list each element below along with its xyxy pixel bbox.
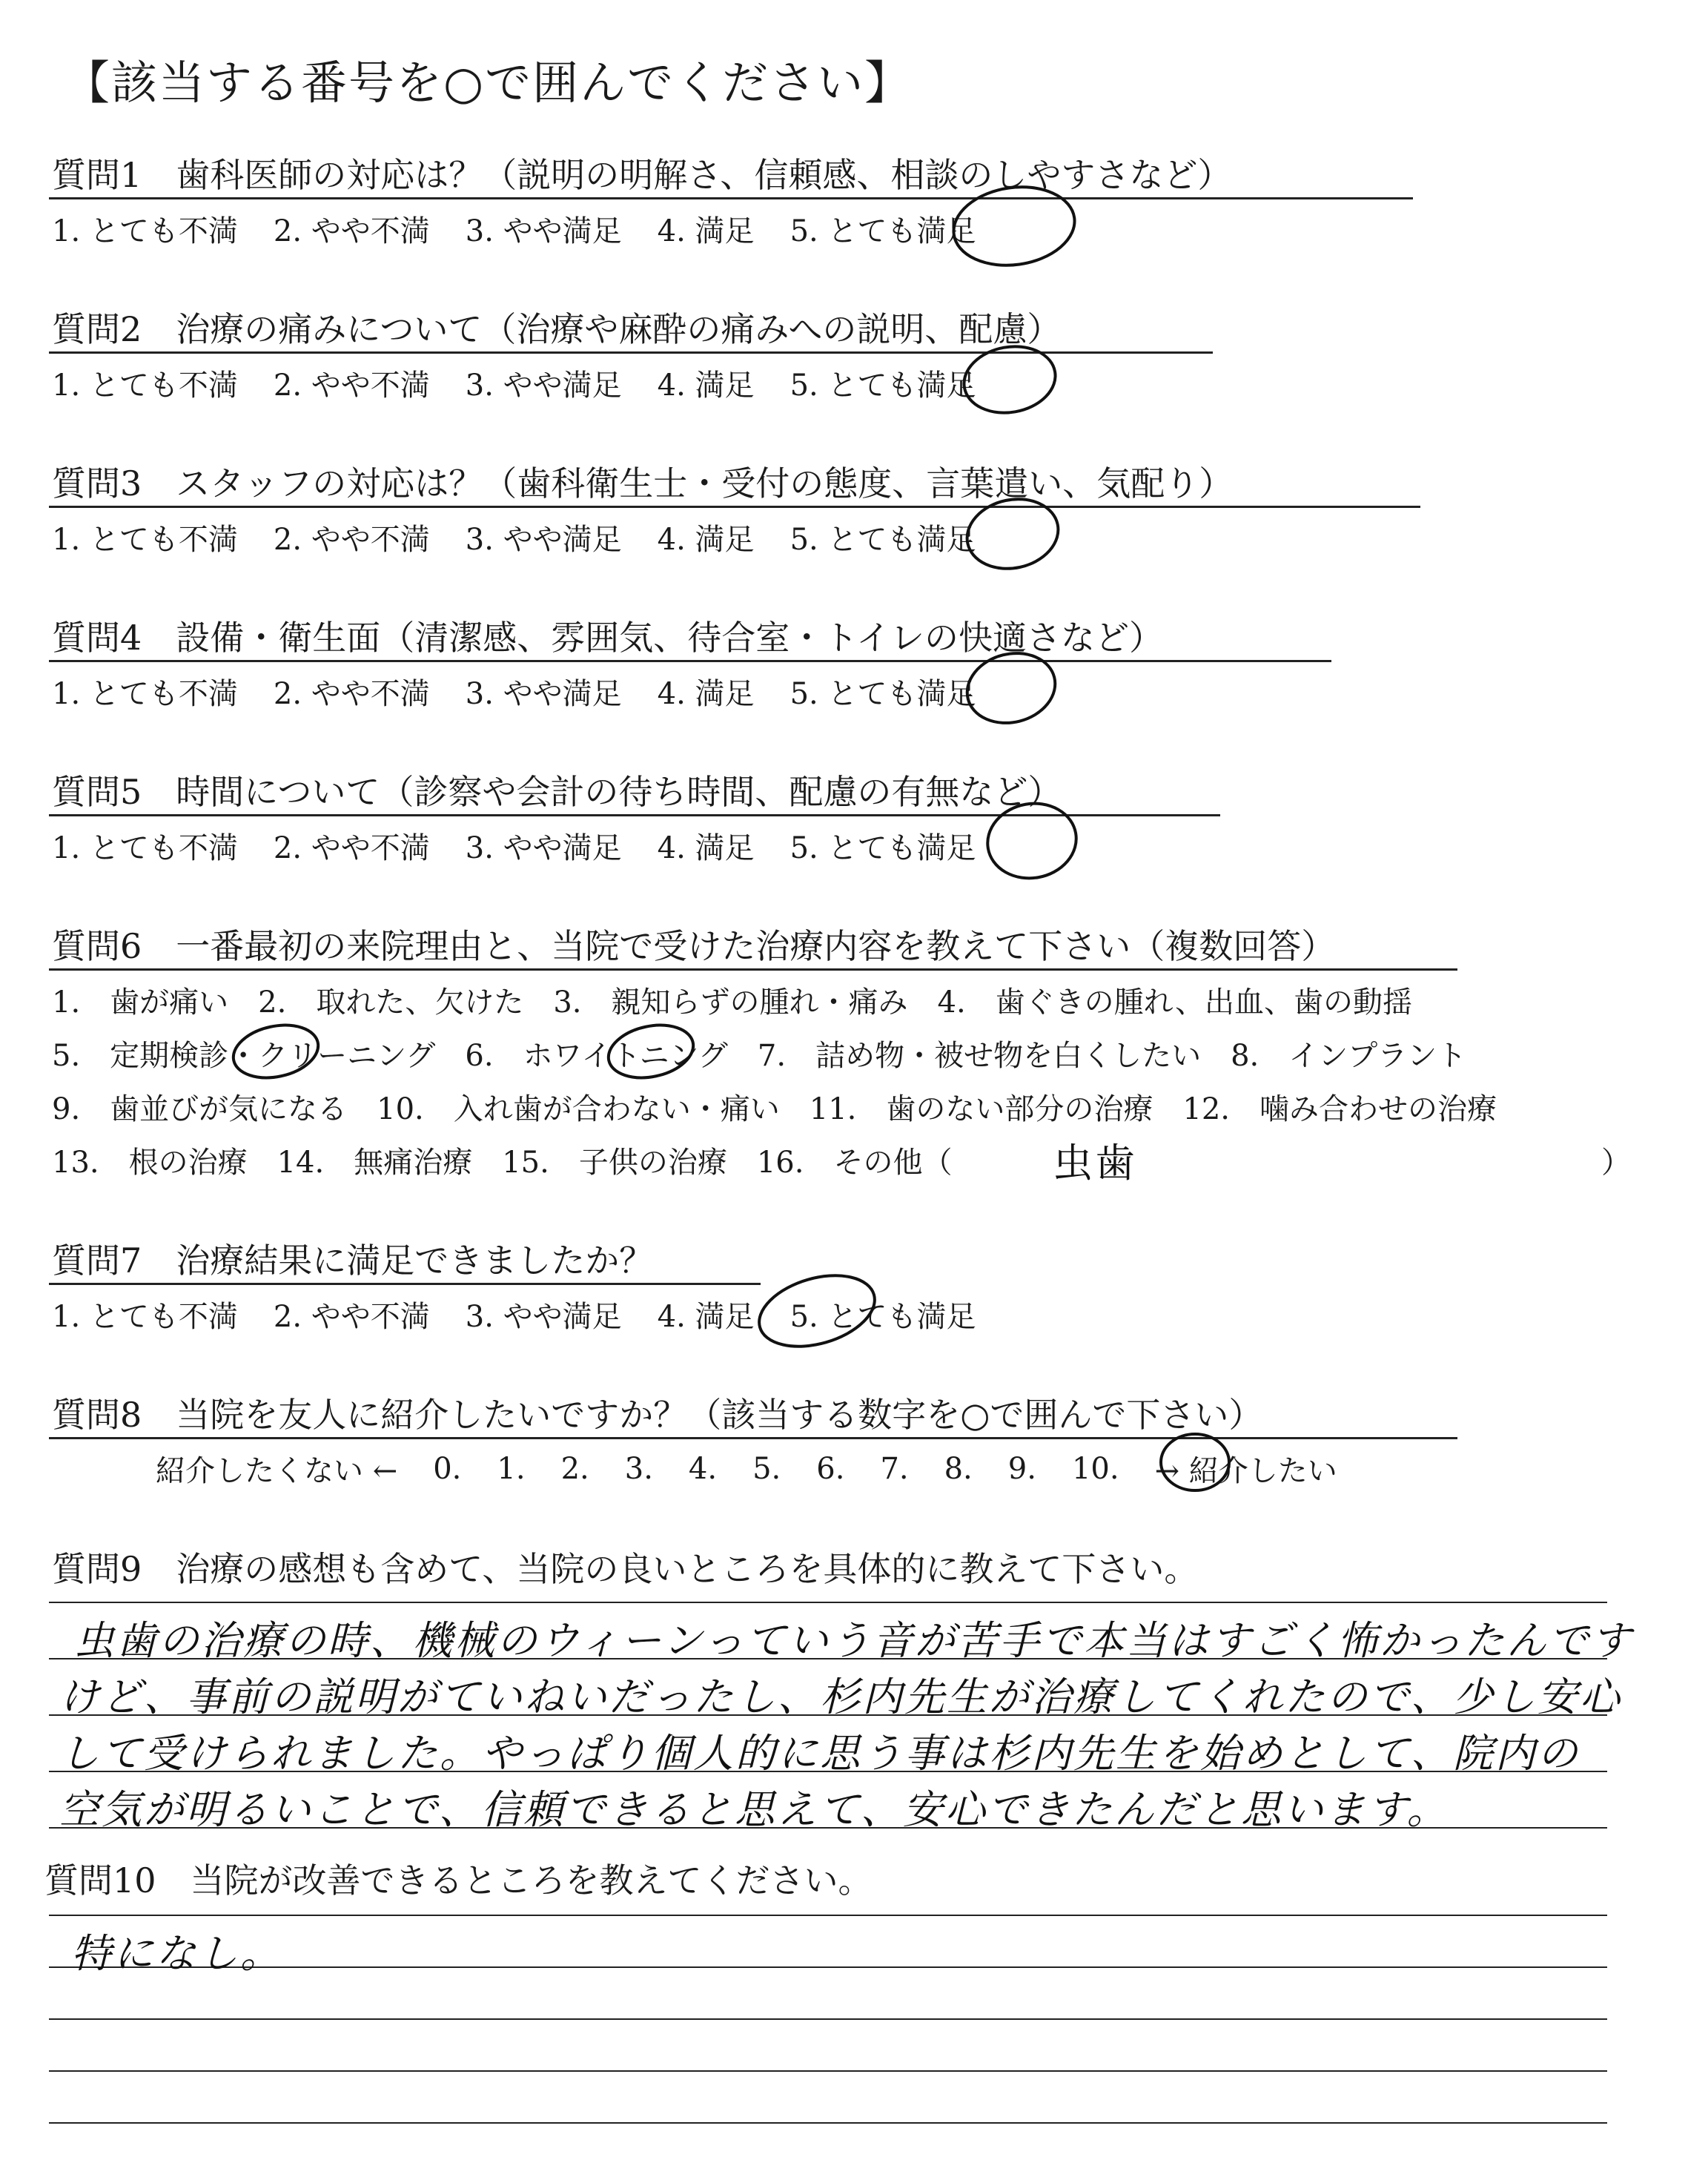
selection-mark: [751, 1264, 883, 1359]
scale-number-2[interactable]: 2.: [560, 1451, 589, 1486]
question-6-row-4[interactable]: 13. 根の治療 14. 無痛治療 15. 子供の治療 16. その他（: [52, 1146, 953, 1180]
option-5[interactable]: 5. とても満足: [790, 523, 976, 557]
option-1[interactable]: 1. とても不満: [52, 523, 238, 557]
option-1[interactable]: 1. とても不満: [52, 369, 238, 403]
option-5[interactable]: 5. とても満足: [790, 369, 976, 403]
option-5[interactable]: 5. とても満足: [790, 1300, 976, 1334]
selection-mark: [960, 644, 1063, 732]
option-1[interactable]: 1. とても不満: [52, 214, 238, 248]
selection-mark: [959, 340, 1060, 420]
option-2[interactable]: 2. やや不満: [273, 677, 430, 711]
question-6-row-4-close: ）: [1601, 1146, 1631, 1180]
question-7-title: 質問7 治療結果に満足できましたか？: [52, 1241, 654, 1281]
selection-mark: [982, 796, 1082, 885]
scale-left-label: 紹介したくない ←: [156, 1454, 398, 1488]
option-1[interactable]: 1. とても不満: [52, 677, 238, 711]
question-4-title: 質問4 設備・衛生面（清潔感、雰囲気、待合室・トイレの快適さなど）: [52, 618, 1163, 658]
selection-mark: [603, 1018, 698, 1086]
option-1[interactable]: 1. とても不満: [52, 1300, 238, 1334]
selection-mark: [228, 1018, 323, 1086]
option-2[interactable]: 2. やや不満: [273, 1300, 430, 1334]
scale-number-1[interactable]: 1.: [497, 1451, 526, 1486]
scale-number-9[interactable]: 9.: [1007, 1451, 1036, 1486]
question-9-title: 質問9 治療の感想も含めて、当院の良いところを具体的に教えて下さい。: [52, 1549, 1199, 1589]
question-6-row-3[interactable]: 9. 歯並びが気になる 10. 入れ歯が合わない・痛い 11. 歯のない部分の治療 12. 噛み合わせの治療: [52, 1092, 1497, 1126]
scale-number-5[interactable]: 5.: [752, 1451, 781, 1486]
scale-number-7[interactable]: 7.: [880, 1451, 909, 1486]
option-4[interactable]: 4. 満足: [657, 369, 755, 403]
option-2[interactable]: 2. やや不満: [273, 523, 430, 557]
option-4[interactable]: 4. 満足: [657, 677, 755, 711]
option-3[interactable]: 3. やや満足: [465, 831, 622, 865]
question-9-answer-line[interactable]: 虫歯の治療の時、機械のウィーンっていう音が苦手で本当はすごく怖かったんです: [74, 1617, 1634, 1664]
option-4[interactable]: 4. 満足: [657, 831, 755, 865]
question-3-title: 質問3 スタッフの対応は？（歯科衛生士・受付の態度、言葉遣い、気配り）: [52, 463, 1234, 503]
selection-mark: [1161, 1434, 1229, 1490]
option-3[interactable]: 3. やや満足: [465, 214, 622, 248]
question-6-title: 質問6 一番最初の来院理由と、当院で受けた治療内容を教えて下さい（複数回答）: [52, 926, 1336, 966]
option-1[interactable]: 1. とても不満: [52, 831, 238, 865]
option-5[interactable]: 5. とても満足: [790, 677, 976, 711]
option-4[interactable]: 4. 満足: [657, 214, 755, 248]
option-2[interactable]: 2. やや不満: [273, 831, 430, 865]
scale-number-4[interactable]: 4.: [688, 1451, 718, 1486]
scale-number-10[interactable]: 10.: [1071, 1451, 1119, 1486]
question-5-title: 質問5 時間について（診察や会計の待ち時間、配慮の有無など）: [52, 772, 1062, 812]
scale-number-8[interactable]: 8.: [944, 1451, 973, 1486]
scale-right-label: → 紹介したい: [1154, 1454, 1337, 1488]
option-5[interactable]: 5. とても満足: [790, 831, 976, 865]
question-10-title: 質問10 当院が改善できるところを教えてください。: [44, 1860, 873, 1900]
option-3[interactable]: 3. やや満足: [465, 369, 622, 403]
scale-number-6[interactable]: 6.: [816, 1451, 845, 1486]
question-2-title: 質問2 治療の痛みについて（治療や麻酔の痛みへの説明、配慮）: [52, 309, 1062, 349]
question-9-answer-line[interactable]: して受けられました。やっぱり個人的に思う事は杉内先生を始めとして、院内の: [59, 1730, 1580, 1777]
scale-number-0[interactable]: 0.: [433, 1451, 462, 1486]
selection-mark: [949, 179, 1080, 273]
option-3[interactable]: 3. やや満足: [465, 523, 622, 557]
option-3[interactable]: 3. やや満足: [465, 677, 622, 711]
option-5[interactable]: 5. とても満足: [790, 214, 976, 248]
question-8-title: 質問8 当院を友人に紹介したいですか？（該当する数字を○で囲んで下さい）: [52, 1395, 1263, 1435]
question-6-row-2[interactable]: 5. 定期検診・クリーニング 6. ホワイトニング 7. 詰め物・被せ物を白くしたい 8. インプラント: [52, 1039, 1467, 1073]
selection-mark: [961, 491, 1065, 577]
question-9-answer-line[interactable]: 空気が明るいことで、信頼できると思えて、安心できたんだと思います。: [59, 1786, 1449, 1833]
option-2[interactable]: 2. やや不満: [273, 369, 430, 403]
question-6-row-1[interactable]: 1. 歯が痛い 2. 取れた、欠けた 3. 親知らずの腫れ・痛み 4. 歯ぐきの腫れ、出血、歯の動揺: [52, 985, 1413, 1020]
option-3[interactable]: 3. やや満足: [465, 1300, 622, 1334]
question-1-title: 質問1 歯科医師の対応は？（説明の明解さ、信頼感、相談のしやすさなど）: [52, 155, 1232, 195]
option-4[interactable]: 4. 満足: [657, 1300, 755, 1334]
question-10-answer-line[interactable]: 特になし。: [71, 1930, 282, 1977]
page-title: 【該当する番号を○で囲んでください】: [64, 56, 913, 110]
question-6-other-answer[interactable]: 虫歯: [1053, 1140, 1137, 1186]
question-9-answer-line[interactable]: けど、事前の説明がていねいだったし、杉内先生が治療してくれたので、少し安心: [59, 1674, 1622, 1720]
option-4[interactable]: 4. 満足: [657, 523, 755, 557]
option-2[interactable]: 2. やや不満: [273, 214, 430, 248]
scale-number-3[interactable]: 3.: [624, 1451, 653, 1486]
